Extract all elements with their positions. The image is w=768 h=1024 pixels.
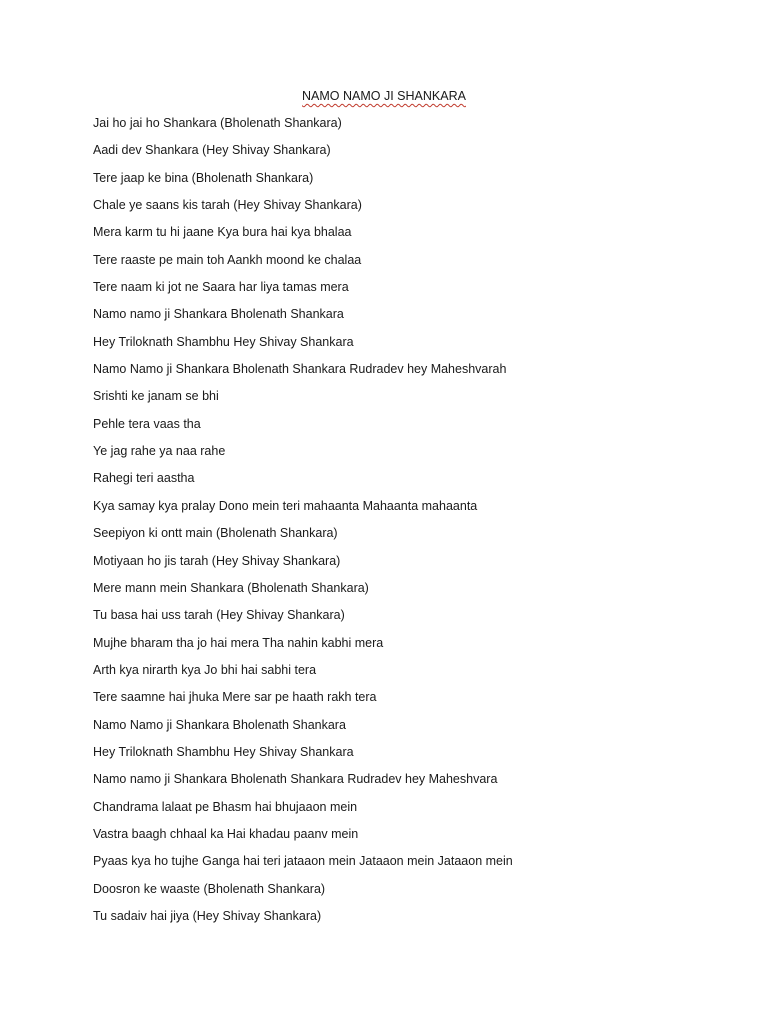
lyrics-list: [93, 114, 733, 934]
lyric-line: Pehle tera vaas tha: [93, 416, 201, 431]
lyric-line: Mere mann mein Shankara (Bholenath Shankara): [93, 580, 369, 595]
document-title: [0, 87, 768, 105]
lyric-line: Kya samay kya pralay Dono mein teri mahaanta Mahaanta mahaanta: [93, 498, 478, 513]
document-title-text: NAMO NAMO JI SHANKARA: [302, 89, 466, 103]
lyric-line: Jai ho jai ho Shankara (Bholenath Shankara): [93, 116, 342, 130]
lyric-line: Srishti ke janam se bhi: [93, 389, 219, 404]
lyric-line: Rahegi teri aastha: [93, 471, 195, 486]
lyric-line: Namo Namo ji Shankara Bholenath Shankara Rudradev hey Maheshvarah: [93, 362, 507, 377]
lyric-line: Tere raaste pe main toh Aankh moond ke chalaa: [93, 252, 362, 267]
lyric-line: Tere jaap ke bina (Bholenath Shankara): [93, 170, 314, 185]
lyric-line: Mera karm tu hi jaane Kya bura hai kya bhalaa: [93, 225, 352, 240]
lyric-line: Vastra baagh chhaal ka Hai khadau paanv mein: [93, 826, 359, 841]
lyric-line: Chale ye saans kis tarah (Hey Shivay Shankara): [93, 198, 362, 213]
lyric-line: Hey Triloknath Shambhu Hey Shivay Shankara: [93, 744, 354, 759]
lyric-line: Ye jag rahe ya naa rahe: [93, 444, 226, 459]
lyric-line: Namo namo ji Shankara Bholenath Shankara: [93, 307, 344, 322]
lyric-line: Namo Namo ji Shankara Bholenath Shankara: [93, 717, 346, 732]
lyric-line: Tere saamne hai jhuka Mere sar pe haath rakh tera: [93, 690, 377, 705]
lyric-line: Namo namo ji Shankara Bholenath Shankara Rudradev hey Maheshvara: [93, 772, 498, 787]
lyric-line: Mujhe bharam tha jo hai mera Tha nahin kabhi mera: [93, 635, 384, 650]
lyric-line: Tu basa hai uss tarah (Hey Shivay Shankara): [93, 608, 345, 623]
lyric-line: Pyaas kya ho tujhe Ganga hai teri jataaon mein Jataaon mein Jataaon mein: [93, 854, 513, 869]
lyric-line: Tere naam ki jot ne Saara har liya tamas mera: [93, 280, 349, 295]
lyric-line: Doosron ke waaste (Bholenath Shankara): [93, 881, 326, 896]
lyric-line: Aadi dev Shankara (Hey Shivay Shankara): [93, 143, 331, 158]
lyric-line: Arth kya nirarth kya Jo bhi hai sabhi tera: [93, 662, 317, 677]
lyric-line: Seepiyon ki ontt main (Bholenath Shankara): [93, 526, 338, 541]
lyric-line: Hey Triloknath Shambhu Hey Shivay Shankara: [93, 334, 354, 349]
lyric-line: Tu sadaiv hai jiya (Hey Shivay Shankara): [93, 908, 322, 923]
lyric-line: Motiyaan ho jis tarah (Hey Shivay Shankara): [93, 553, 341, 568]
lyric-line: Chandrama lalaat pe Bhasm hai bhujaaon mein: [93, 799, 358, 814]
